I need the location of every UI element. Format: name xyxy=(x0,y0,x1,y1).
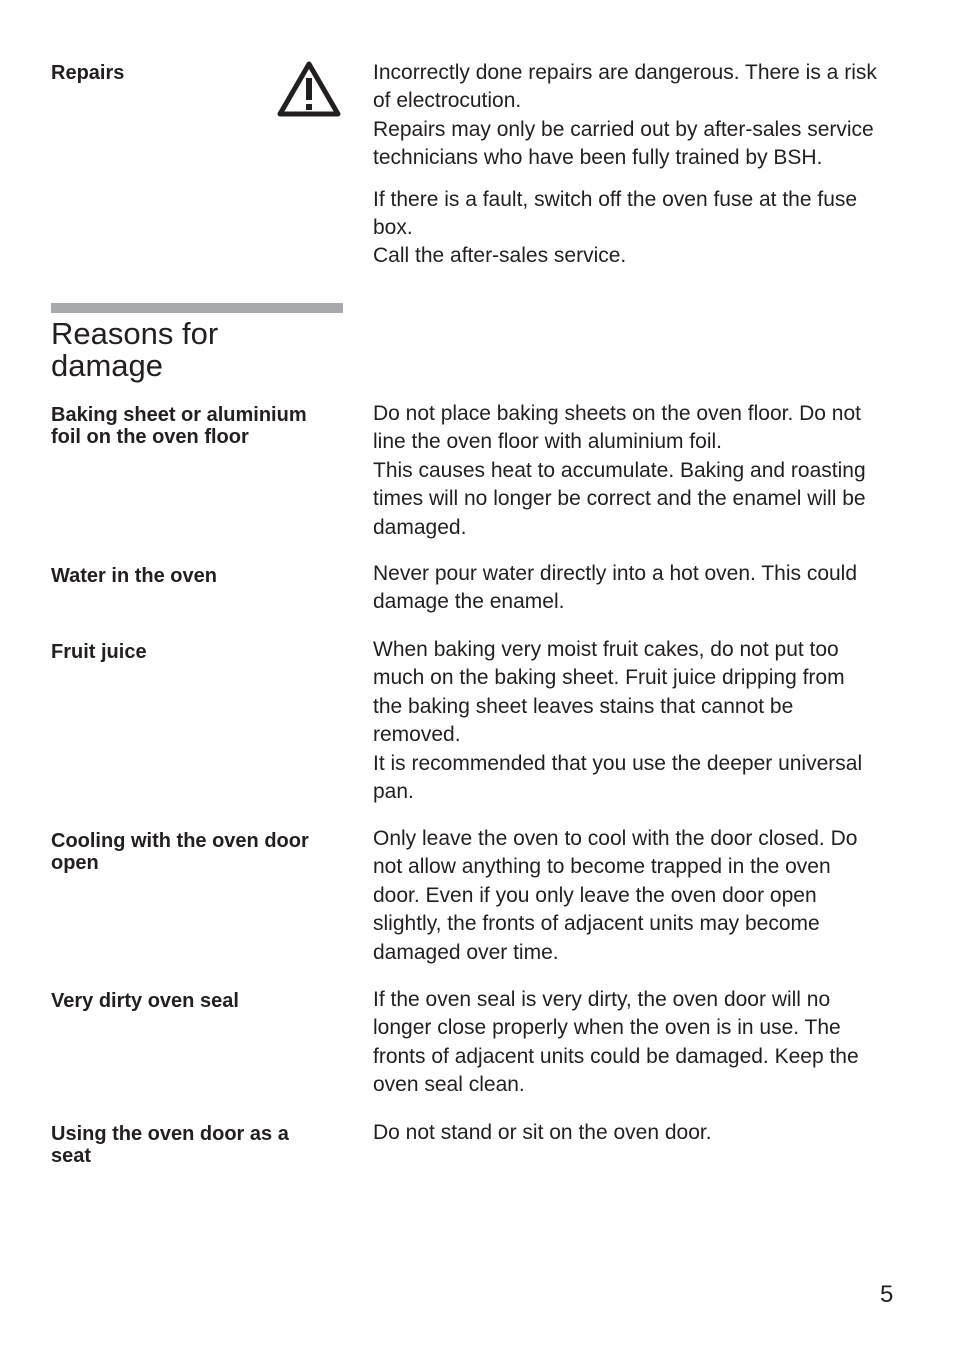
item-text-line: This causes heat to accumulate. Baking and roasting xyxy=(373,458,866,482)
item-label-door-seat xyxy=(51,1123,351,1167)
item-text-line: removed. xyxy=(373,723,461,747)
repairs-line: box. xyxy=(373,216,413,240)
item-text-line: times will no longer be correct and the enamel will be xyxy=(373,487,866,511)
item-label-line: seat xyxy=(51,1145,92,1167)
item-text-line: Only leave the oven to cool with the door closed. Do xyxy=(373,827,858,850)
item-text-line: damage the enamel. xyxy=(373,590,565,614)
item-text-fruit-juice xyxy=(373,636,913,806)
item-text-line: line the oven floor with aluminium foil. xyxy=(373,430,723,454)
item-label-line: open xyxy=(51,852,99,874)
item-label-fruit-juice xyxy=(51,641,351,663)
warning-triangle-icon xyxy=(276,60,342,118)
item-text-line: When baking very moist fruit cakes, do not put too xyxy=(373,638,839,661)
item-text-line: Never pour water directly into a hot oven. This could xyxy=(373,562,858,585)
item-label-line: Water in the oven xyxy=(51,565,217,587)
repairs-line: Repairs may only be carried out by after-sales service xyxy=(373,117,874,141)
item-label-oven-seal xyxy=(51,990,351,1012)
item-text-oven-seal xyxy=(373,986,913,1100)
repairs-line: technicians who have been fully trained by BSH. xyxy=(373,146,823,170)
item-text-line: slightly, the fronts of adjacent units may become xyxy=(373,912,820,936)
item-text-line: Do not stand or sit on the oven door. xyxy=(373,1121,712,1144)
item-label-baking-sheet xyxy=(51,404,351,448)
item-label-line: Baking sheet or aluminium xyxy=(51,404,307,426)
item-text-line: If the oven seal is very dirty, the oven door will no xyxy=(373,988,831,1011)
item-text-line: much on the baking sheet. Fruit juice dripping from xyxy=(373,666,845,690)
repairs-line: If there is a fault, switch off the oven fuse at the fuse xyxy=(373,187,858,211)
item-label-line: foil on the oven floor xyxy=(51,426,249,448)
item-text-line: oven seal clean. xyxy=(373,1073,525,1097)
item-label-line: Fruit juice xyxy=(51,641,147,663)
repairs-label: Repairs xyxy=(51,62,125,84)
item-label-water xyxy=(51,565,351,587)
item-label-line: Using the oven door as a xyxy=(51,1123,289,1145)
item-text-line: It is recommended that you use the deeper universal xyxy=(373,751,863,775)
item-text-line: fronts of adjacent units could be damaged. Keep the xyxy=(373,1044,859,1068)
item-text-line: longer close properly when the oven is in use. The xyxy=(373,1016,841,1040)
item-label-line: Very dirty oven seal xyxy=(51,990,239,1012)
item-text-line: the baking sheet leaves stains that cannot be xyxy=(373,694,794,718)
item-label-cooling xyxy=(51,830,351,874)
page-number: 5 xyxy=(880,1281,894,1308)
item-text-line: damaged over time. xyxy=(373,940,559,964)
item-text-cooling xyxy=(373,825,913,967)
section-title-line: damage xyxy=(51,348,164,383)
item-text-line: pan. xyxy=(373,780,414,804)
item-text-line: damaged. xyxy=(373,515,467,539)
section-title-line: Reasons for xyxy=(51,316,219,351)
item-label-line: Cooling with the oven door xyxy=(51,830,309,852)
item-text-line: not allow anything to become trapped in the oven xyxy=(373,855,831,879)
item-text-door-seat xyxy=(373,1119,913,1147)
repairs-line: of electrocution. xyxy=(373,89,522,113)
item-text-water xyxy=(373,560,913,617)
section-title xyxy=(51,318,218,382)
item-text-line: door. Even if you only leave the oven door open xyxy=(373,883,817,907)
repairs-text xyxy=(373,59,913,271)
heading-divider xyxy=(51,303,343,313)
repairs-line: Incorrectly done repairs are dangerous. There is a risk xyxy=(373,61,877,84)
item-text-line: Do not place baking sheets on the oven floor. Do not xyxy=(373,402,861,425)
repairs-line: Call the after-sales service. xyxy=(373,244,627,268)
item-text-baking-sheet xyxy=(373,400,913,542)
